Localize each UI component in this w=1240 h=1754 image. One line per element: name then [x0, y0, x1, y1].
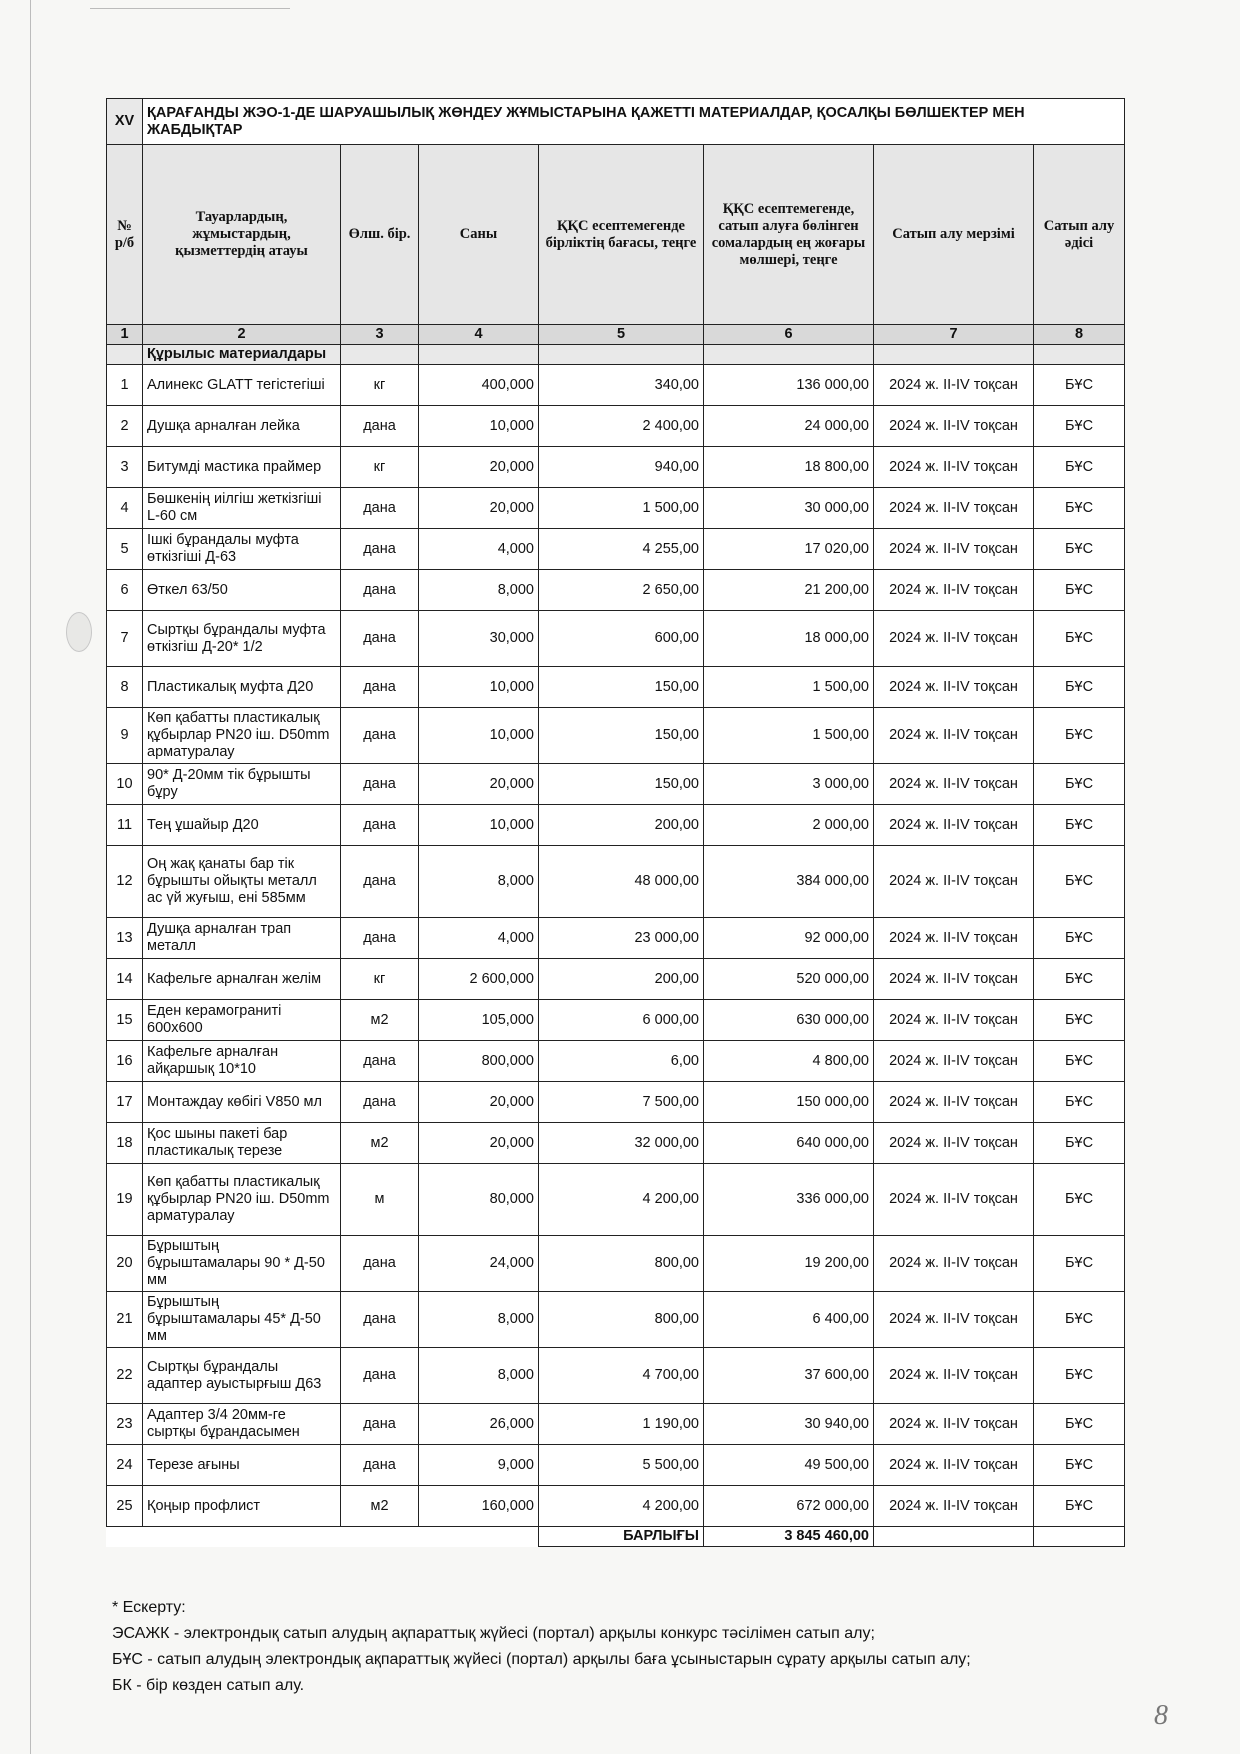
item-unit-price: 4 200,00 [539, 1486, 704, 1527]
item-sum: 3 000,00 [704, 764, 874, 805]
row-number: 12 [107, 846, 143, 918]
item-name: Кафельге арналған айқаршық 10*10 [143, 1041, 341, 1082]
item-quantity: 20,000 [419, 1123, 539, 1164]
note-line: ЭСАЖК - электрондық сатып алудың ақпараттық жүйесі (портал) арқылы конкурс тәсілімен сатып алу; [112, 1625, 875, 1642]
item-sum: 92 000,00 [704, 918, 874, 959]
item-unit: дана [341, 708, 419, 764]
item-name: Пластикалық муфта Д20 [143, 667, 341, 708]
item-quantity: 20,000 [419, 764, 539, 805]
row-number: 21 [107, 1292, 143, 1348]
item-name: Тең ұшайыр Д20 [143, 805, 341, 846]
item-unit-price: 2 400,00 [539, 406, 704, 447]
column-index: 3 [341, 325, 419, 345]
item-name: Битумді мастика праймер [143, 447, 341, 488]
item-unit-price: 800,00 [539, 1292, 704, 1348]
table-row [107, 1486, 1125, 1527]
item-unit-price: 1 190,00 [539, 1404, 704, 1445]
item-unit-price: 5 500,00 [539, 1445, 704, 1486]
item-unit: м2 [341, 1123, 419, 1164]
item-period: 2024 ж. II-IV тоқсан [874, 1445, 1034, 1486]
category-cell [539, 345, 704, 365]
item-unit: дана [341, 1236, 419, 1292]
item-unit: дана [341, 805, 419, 846]
item-period: 2024 ж. II-IV тоқсан [874, 1082, 1034, 1123]
item-quantity: 160,000 [419, 1486, 539, 1527]
item-method: БҰС [1034, 529, 1125, 570]
item-unit-price: 200,00 [539, 805, 704, 846]
item-sum: 18 000,00 [704, 611, 874, 667]
note-line: БҰС - сатып алудың электрондық ақпараттық жүйесі (портал) арқылы баға ұсыныстарын сұрату арқылы сатып алу; [112, 1651, 971, 1668]
item-period: 2024 ж. II-IV тоқсан [874, 959, 1034, 1000]
item-method: БҰС [1034, 365, 1125, 406]
item-unit: дана [341, 1348, 419, 1404]
row-number: 9 [107, 708, 143, 764]
table-row [107, 1164, 1125, 1236]
item-unit: дана [341, 1404, 419, 1445]
table-row [107, 1292, 1125, 1348]
item-unit-price: 6,00 [539, 1041, 704, 1082]
item-unit: кг [341, 365, 419, 406]
item-period: 2024 ж. II-IV тоқсан [874, 1236, 1034, 1292]
page-number: 8 [1154, 1700, 1168, 1731]
item-sum: 17 020,00 [704, 529, 874, 570]
item-name: Көп қабатты пластикалық құбырлар PN20 іш. D50mm арматуралау [143, 708, 341, 764]
item-quantity: 26,000 [419, 1404, 539, 1445]
table-row [107, 1000, 1125, 1041]
item-name: Бұрыштың бұрыштамалары 90 * Д-50 мм [143, 1236, 341, 1292]
item-sum: 24 000,00 [704, 406, 874, 447]
item-unit-price: 940,00 [539, 447, 704, 488]
section-number: XV [107, 99, 143, 145]
header-num: № р/б [107, 145, 143, 325]
table-row [107, 764, 1125, 805]
category-cell [1034, 345, 1125, 365]
item-quantity: 10,000 [419, 708, 539, 764]
item-sum: 520 000,00 [704, 959, 874, 1000]
item-sum: 2 000,00 [704, 805, 874, 846]
table-row [107, 1404, 1125, 1445]
row-number: 17 [107, 1082, 143, 1123]
item-sum: 30 940,00 [704, 1404, 874, 1445]
row-number: 22 [107, 1348, 143, 1404]
item-sum: 37 600,00 [704, 1348, 874, 1404]
item-name: Адаптер 3/4 20мм-ге сыртқы бұрандасымен [143, 1404, 341, 1445]
notes [112, 1595, 1112, 1699]
item-quantity: 8,000 [419, 570, 539, 611]
item-unit: дана [341, 488, 419, 529]
table-row [107, 570, 1125, 611]
column-index: 6 [704, 325, 874, 345]
item-name: 90* Д-20мм тік бұрышты бұру [143, 764, 341, 805]
table-row [107, 488, 1125, 529]
item-unit: кг [341, 959, 419, 1000]
table-row [107, 805, 1125, 846]
item-unit-price: 48 000,00 [539, 846, 704, 918]
item-quantity: 4,000 [419, 918, 539, 959]
item-unit: дана [341, 1082, 419, 1123]
scan-edge-top [90, 8, 290, 9]
item-period: 2024 ж. II-IV тоқсан [874, 529, 1034, 570]
item-sum: 640 000,00 [704, 1123, 874, 1164]
punch-hole [66, 612, 92, 652]
table-row [107, 1123, 1125, 1164]
item-method: БҰС [1034, 1348, 1125, 1404]
item-unit-price: 6 000,00 [539, 1000, 704, 1041]
item-method: БҰС [1034, 611, 1125, 667]
item-period: 2024 ж. II-IV тоқсан [874, 447, 1034, 488]
item-unit-price: 4 200,00 [539, 1164, 704, 1236]
item-sum: 6 400,00 [704, 1292, 874, 1348]
item-period: 2024 ж. II-IV тоқсан [874, 1486, 1034, 1527]
item-unit: м2 [341, 1000, 419, 1041]
item-name: Сыртқы бұрандалы адаптер ауыстырғыш Д63 [143, 1348, 341, 1404]
item-sum: 30 000,00 [704, 488, 874, 529]
item-quantity: 30,000 [419, 611, 539, 667]
item-quantity: 24,000 [419, 1236, 539, 1292]
item-unit: дана [341, 918, 419, 959]
column-index: 7 [874, 325, 1034, 345]
total-value: 3 845 460,00 [704, 1527, 874, 1547]
table-row [107, 406, 1125, 447]
row-number: 24 [107, 1445, 143, 1486]
row-number: 19 [107, 1164, 143, 1236]
item-method: БҰС [1034, 959, 1125, 1000]
item-quantity: 20,000 [419, 1082, 539, 1123]
item-name: Оң жақ қанаты бар тік бұрышты ойықты металл ас үй жуғыш, ені 585мм [143, 846, 341, 918]
table-row [107, 667, 1125, 708]
item-sum: 150 000,00 [704, 1082, 874, 1123]
row-number: 5 [107, 529, 143, 570]
item-method: БҰС [1034, 918, 1125, 959]
item-name: Бұрыштың бұрыштамалары 45* Д-50 мм [143, 1292, 341, 1348]
item-quantity: 4,000 [419, 529, 539, 570]
item-method: БҰС [1034, 488, 1125, 529]
column-index: 2 [143, 325, 341, 345]
total-empty-cell [1034, 1527, 1125, 1547]
row-number: 6 [107, 570, 143, 611]
section-title: ҚАРАҒАНДЫ ЖЭО-1-ДЕ ШАРУАШЫЛЫҚ ЖӨНДЕУ ЖҰМЫСТАРЫНА ҚАЖЕТТІ МАТЕРИАЛДАР, ҚОСАЛҚЫ БӨЛШЕКТЕР МЕН ЖАБДЫҚТАР [143, 99, 1125, 145]
item-period: 2024 ж. II-IV тоқсан [874, 918, 1034, 959]
item-sum: 1 500,00 [704, 708, 874, 764]
table-row [107, 365, 1125, 406]
item-method: БҰС [1034, 1486, 1125, 1527]
row-number: 15 [107, 1000, 143, 1041]
row-number: 1 [107, 365, 143, 406]
item-method: БҰС [1034, 447, 1125, 488]
row-number: 25 [107, 1486, 143, 1527]
procurement-table [106, 98, 1125, 1547]
row-number: 4 [107, 488, 143, 529]
item-method: БҰС [1034, 1041, 1125, 1082]
item-period: 2024 ж. II-IV тоқсан [874, 488, 1034, 529]
row-number: 7 [107, 611, 143, 667]
category-cell [107, 345, 143, 365]
item-unit-price: 1 500,00 [539, 488, 704, 529]
item-unit-price: 4 255,00 [539, 529, 704, 570]
item-unit-price: 23 000,00 [539, 918, 704, 959]
item-period: 2024 ж. II-IV тоқсан [874, 1000, 1034, 1041]
item-name: Алинекс GLATT тегістегіші [143, 365, 341, 406]
item-period: 2024 ж. II-IV тоқсан [874, 1041, 1034, 1082]
row-number: 16 [107, 1041, 143, 1082]
header-unit: Өлш. бір. [341, 145, 419, 325]
row-number: 10 [107, 764, 143, 805]
row-number: 14 [107, 959, 143, 1000]
item-period: 2024 ж. II-IV тоқсан [874, 1123, 1034, 1164]
item-period: 2024 ж. II-IV тоқсан [874, 846, 1034, 918]
item-method: БҰС [1034, 1236, 1125, 1292]
category-cell [874, 345, 1034, 365]
item-unit: кг [341, 447, 419, 488]
item-unit: дана [341, 529, 419, 570]
item-name: Душқа арналған лейка [143, 406, 341, 447]
item-period: 2024 ж. II-IV тоқсан [874, 708, 1034, 764]
item-unit-price: 32 000,00 [539, 1123, 704, 1164]
item-method: БҰС [1034, 1123, 1125, 1164]
item-period: 2024 ж. II-IV тоқсан [874, 365, 1034, 406]
item-name: Душқа арналған трап металл [143, 918, 341, 959]
item-quantity: 20,000 [419, 447, 539, 488]
item-method: БҰС [1034, 1445, 1125, 1486]
item-quantity: 8,000 [419, 846, 539, 918]
header-max-sum: ҚҚС есептемегенде, сатып алуға бөлінген сомалардың ең жоғары мөлшері, теңге [704, 145, 874, 325]
table-row [107, 708, 1125, 764]
item-name: Еден керамограниті 600х600 [143, 1000, 341, 1041]
scan-edge [30, 0, 31, 1754]
item-method: БҰС [1034, 805, 1125, 846]
item-name: Қос шыны пакеті бар пластикалық терезе [143, 1123, 341, 1164]
table-row [107, 447, 1125, 488]
item-period: 2024 ж. II-IV тоқсан [874, 1292, 1034, 1348]
item-sum: 1 500,00 [704, 667, 874, 708]
item-quantity: 10,000 [419, 805, 539, 846]
item-quantity: 10,000 [419, 406, 539, 447]
item-quantity: 20,000 [419, 488, 539, 529]
row-number: 13 [107, 918, 143, 959]
item-name: Монтаждау көбігі V850 мл [143, 1082, 341, 1123]
item-period: 2024 ж. II-IV тоқсан [874, 1164, 1034, 1236]
item-unit: м [341, 1164, 419, 1236]
category-label: Құрылыс материалдары [143, 345, 341, 365]
item-sum: 384 000,00 [704, 846, 874, 918]
item-quantity: 105,000 [419, 1000, 539, 1041]
row-number: 3 [107, 447, 143, 488]
item-period: 2024 ж. II-IV тоқсан [874, 406, 1034, 447]
column-index: 8 [1034, 325, 1125, 345]
item-sum: 49 500,00 [704, 1445, 874, 1486]
item-unit-price: 150,00 [539, 708, 704, 764]
row-number: 20 [107, 1236, 143, 1292]
column-index: 4 [419, 325, 539, 345]
total-spacer [107, 1527, 539, 1547]
item-sum: 19 200,00 [704, 1236, 874, 1292]
item-unit: м2 [341, 1486, 419, 1527]
item-sum: 136 000,00 [704, 365, 874, 406]
item-period: 2024 ж. II-IV тоқсан [874, 667, 1034, 708]
header-name: Тауарлардың, жұмыстардың, қызметтердің атауы [143, 145, 341, 325]
item-name: Көп қабатты пластикалық құбырлар PN20 іш. D50mm арматуралау [143, 1164, 341, 1236]
item-period: 2024 ж. II-IV тоқсан [874, 570, 1034, 611]
table-row [107, 918, 1125, 959]
item-method: БҰС [1034, 846, 1125, 918]
item-unit: дана [341, 406, 419, 447]
item-period: 2024 ж. II-IV тоқсан [874, 1348, 1034, 1404]
notes-title: * Ескерту: [112, 1599, 186, 1616]
header-unit-price: ҚҚС есептемегенде бірліктің бағасы, теңге [539, 145, 704, 325]
item-unit: дана [341, 764, 419, 805]
table-row [107, 846, 1125, 918]
item-period: 2024 ж. II-IV тоқсан [874, 611, 1034, 667]
item-quantity: 400,000 [419, 365, 539, 406]
item-sum: 336 000,00 [704, 1164, 874, 1236]
table-row [107, 1348, 1125, 1404]
item-quantity: 800,000 [419, 1041, 539, 1082]
item-unit-price: 150,00 [539, 764, 704, 805]
item-unit: дана [341, 570, 419, 611]
header-method: Сатып алу әдісі [1034, 145, 1125, 325]
item-quantity: 9,000 [419, 1445, 539, 1486]
note-line: БК - бір көзден сатып алу. [112, 1677, 305, 1694]
item-quantity: 80,000 [419, 1164, 539, 1236]
item-name: Терезе ағыны [143, 1445, 341, 1486]
item-sum: 672 000,00 [704, 1486, 874, 1527]
item-unit-price: 200,00 [539, 959, 704, 1000]
table-row [107, 1445, 1125, 1486]
header-qty: Саны [419, 145, 539, 325]
item-name: Кафельге арналған желім [143, 959, 341, 1000]
item-sum: 4 800,00 [704, 1041, 874, 1082]
column-index: 1 [107, 325, 143, 345]
item-sum: 21 200,00 [704, 570, 874, 611]
row-number: 8 [107, 667, 143, 708]
item-unit: дана [341, 667, 419, 708]
item-period: 2024 ж. II-IV тоқсан [874, 764, 1034, 805]
item-unit: дана [341, 611, 419, 667]
row-number: 18 [107, 1123, 143, 1164]
table-row [107, 1082, 1125, 1123]
item-method: БҰС [1034, 1292, 1125, 1348]
table-row [107, 1236, 1125, 1292]
item-method: БҰС [1034, 570, 1125, 611]
category-cell [704, 345, 874, 365]
item-method: БҰС [1034, 667, 1125, 708]
item-quantity: 10,000 [419, 667, 539, 708]
row-number: 23 [107, 1404, 143, 1445]
item-unit: дана [341, 1292, 419, 1348]
table-row [107, 959, 1125, 1000]
header-period: Сатып алу мерзімі [874, 145, 1034, 325]
item-period: 2024 ж. II-IV тоқсан [874, 805, 1034, 846]
item-unit-price: 4 700,00 [539, 1348, 704, 1404]
item-sum: 630 000,00 [704, 1000, 874, 1041]
item-period: 2024 ж. II-IV тоқсан [874, 1404, 1034, 1445]
item-unit-price: 150,00 [539, 667, 704, 708]
column-index: 5 [539, 325, 704, 345]
item-method: БҰС [1034, 1404, 1125, 1445]
total-label: БАРЛЫҒЫ [539, 1527, 704, 1547]
item-name: Қоңыр профлист [143, 1486, 341, 1527]
table-row [107, 1041, 1125, 1082]
item-method: БҰС [1034, 1164, 1125, 1236]
item-unit-price: 340,00 [539, 365, 704, 406]
item-method: БҰС [1034, 1082, 1125, 1123]
category-cell [419, 345, 539, 365]
item-name: Ішкі бұрандалы муфта өткізгіші Д-63 [143, 529, 341, 570]
item-unit-price: 600,00 [539, 611, 704, 667]
row-number: 11 [107, 805, 143, 846]
item-name: Бөшкенің иілгіш жеткізгіші L-60 см [143, 488, 341, 529]
item-unit-price: 7 500,00 [539, 1082, 704, 1123]
total-row [107, 1527, 1125, 1547]
item-unit: дана [341, 1445, 419, 1486]
item-method: БҰС [1034, 764, 1125, 805]
item-unit-price: 2 650,00 [539, 570, 704, 611]
item-quantity: 2 600,000 [419, 959, 539, 1000]
item-unit-price: 800,00 [539, 1236, 704, 1292]
item-method: БҰС [1034, 1000, 1125, 1041]
category-cell [341, 345, 419, 365]
item-sum: 18 800,00 [704, 447, 874, 488]
item-quantity: 8,000 [419, 1348, 539, 1404]
item-name: Өткел 63/50 [143, 570, 341, 611]
table-row [107, 529, 1125, 570]
item-name: Сыртқы бұрандалы муфта өткізгіш Д-20* 1/2 [143, 611, 341, 667]
item-unit: дана [341, 1041, 419, 1082]
item-quantity: 8,000 [419, 1292, 539, 1348]
item-method: БҰС [1034, 406, 1125, 447]
total-empty-cell [874, 1527, 1034, 1547]
table-row [107, 611, 1125, 667]
row-number: 2 [107, 406, 143, 447]
item-unit: дана [341, 846, 419, 918]
item-method: БҰС [1034, 708, 1125, 764]
